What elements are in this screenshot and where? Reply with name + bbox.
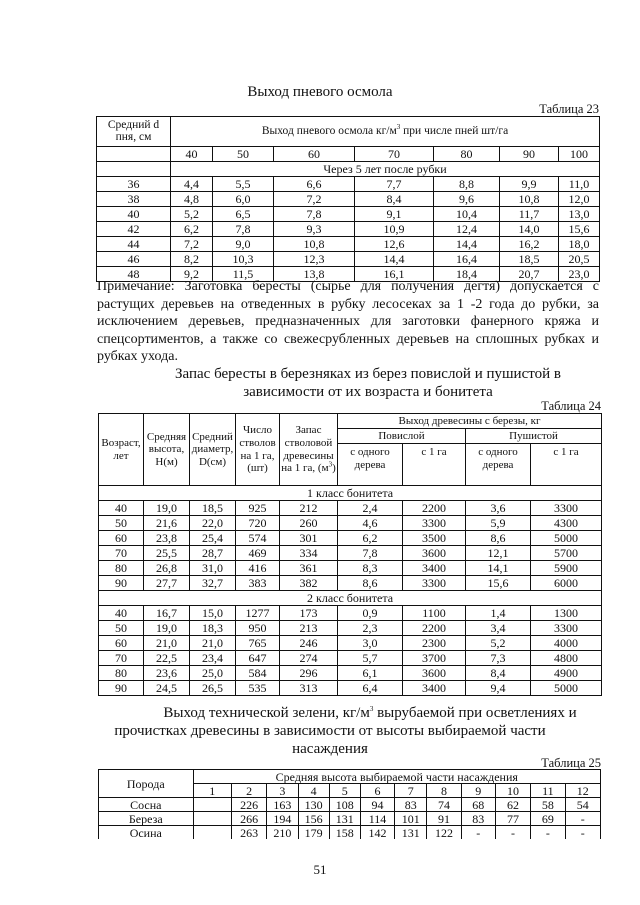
cell: 80 [99,561,144,576]
cell: 8,2 [171,252,213,267]
table-row [99,681,602,696]
cell: 584 [236,666,280,681]
table-row [97,252,600,267]
cell: 5,2 [466,636,531,651]
cell: 11,5 [213,267,274,282]
cell: 15,6 [559,222,600,237]
table-row [99,561,602,576]
cell: 54 [565,798,601,812]
cell: 20,7 [500,267,559,282]
table25-title-line1: Выход технической зелени, $кг/м^3$ вырубаемой при осветлениях и [163,705,577,721]
cell: 62 [495,798,530,812]
t25-height: 11 [531,784,565,798]
cell [193,798,231,812]
cell: 101 [395,812,427,826]
cell: 60 [99,636,144,651]
t23-count: 40 [171,147,213,162]
cell: 3600 [403,546,466,561]
t24-per-ha-header: с 1 га [531,444,602,486]
t23-empty [97,162,171,177]
table23-title: Выход пневого осмола [247,84,393,100]
cell: 24,5 [144,681,190,696]
cell: 2300 [403,636,466,651]
cell: 14,4 [434,237,500,252]
cell: 83 [461,812,495,826]
cell: 91 [427,812,461,826]
cell: 296 [280,666,338,681]
table-row [99,651,602,666]
cell: 18,5 [500,252,559,267]
cell: 18,0 [559,237,600,252]
cell: 6,2 [171,222,213,237]
cell: 226 [232,798,267,812]
note-line: спецсортиментов, а также со свежесрубленных деревьев на сплошных рубках и [97,331,599,347]
t24-age-header: Возраст, лет [99,414,144,486]
table-row [97,177,600,192]
table-row [97,207,600,222]
cell: 9,6 [434,192,500,207]
note-line: рубках ухода. [97,349,178,364]
note-line: растущих деревьев на отведенных в рубку лесосеках за 1 -2 года до рубки, за [97,296,599,312]
table-row [97,237,600,252]
cell: Осина [99,826,194,840]
cell: 12,0 [559,192,600,207]
cell: 60 [99,531,144,546]
cell: 21,0 [144,636,190,651]
cell: 40 [97,207,171,222]
t25-height: 3 [267,784,298,798]
cell: 14,4 [355,252,434,267]
cell: 0,9 [338,606,403,621]
cell: 6,2 [338,531,403,546]
t24-pubescens-header: Пушистой [466,429,602,444]
table23-label: Таблица 23 [539,102,599,116]
table-row [99,826,601,840]
cell: 7,8 [338,546,403,561]
cell: 142 [360,826,394,840]
cell: 38 [97,192,171,207]
cell: 21,6 [144,516,190,531]
cell: 16,2 [500,237,559,252]
cell: 50 [99,621,144,636]
t24-stems-header: Число стволов на 1 га, (шт) [236,414,280,486]
cell: 74 [427,798,461,812]
cell: 18,3 [190,621,236,636]
cell: 3300 [403,516,466,531]
cell: 23,4 [190,651,236,666]
cell: 3300 [531,501,602,516]
cell: 90 [99,681,144,696]
cell: 23,0 [559,267,600,282]
table-row [99,798,601,812]
cell: 15,6 [466,576,531,591]
cell: - [565,826,601,840]
cell: 32,7 [190,576,236,591]
table-row [99,531,602,546]
note-line: Примечание: Заготовка бересты (сырье для получения дегтя) допускается с [97,279,599,294]
cell: 3300 [531,621,602,636]
cell: 6000 [531,576,602,591]
cell: 16,1 [355,267,434,282]
cell: 28,7 [190,546,236,561]
cell: 21,0 [190,636,236,651]
t25-height: 7 [395,784,427,798]
t23-section: Через 5 лет после рубки [171,162,600,177]
table24-title-line1: Запас бересты в березняках из берез повислой и пушистой в [175,366,561,382]
cell: 6,4 [338,681,403,696]
t23-count: 90 [500,147,559,162]
cell: 131 [329,812,360,826]
cell: 25,0 [190,666,236,681]
cell: 26,8 [144,561,190,576]
table-row [97,192,600,207]
cell: 416 [236,561,280,576]
t24-per-tree-header: с одного дерева [338,444,403,486]
cell: 720 [236,516,280,531]
t23-col0-header: Средний d пня, см [97,117,171,147]
cell: 210 [267,826,298,840]
cell: 31,0 [190,561,236,576]
cell: 361 [280,561,338,576]
cell: 5,9 [466,516,531,531]
cell: 5900 [531,561,602,576]
cell: 2,4 [338,501,403,516]
cell: 130 [298,798,329,812]
table25 [98,769,601,839]
cell: 574 [236,531,280,546]
t24-pendula-header: Повислой [338,429,466,444]
cell: 4,6 [338,516,403,531]
cell: 535 [236,681,280,696]
cell: 7,3 [466,651,531,666]
cell: - [461,826,495,840]
table-row [99,546,602,561]
cell: 7,7 [355,177,434,192]
table25-label: Таблица 25 [541,756,601,770]
cell: 131 [395,826,427,840]
cell: 213 [280,621,338,636]
table24-title-line2: зависимости от их возраста и бонитета [243,384,493,400]
cell: 2200 [403,621,466,636]
cell: 10,9 [355,222,434,237]
cell: 8,4 [355,192,434,207]
t23-group-header: Выход пневого осмола $кг/м^3$ при числе пней шт/га [171,117,600,147]
cell: 50 [99,516,144,531]
cell: 19,0 [144,621,190,636]
cell: 25,5 [144,546,190,561]
cell: 13,8 [274,267,355,282]
cell: 13,0 [559,207,600,222]
cell: 44 [97,237,171,252]
cell: 4800 [531,651,602,666]
cell: 9,2 [171,267,213,282]
t24-per-ha-header: с 1 га [403,444,466,486]
cell: 70 [99,546,144,561]
table-row [99,666,602,681]
cell: 16,4 [434,252,500,267]
cell: 925 [236,501,280,516]
cell: 18,4 [434,267,500,282]
t24-stock-header: Запас стволовой древесины на 1 га, $(м^3)$ [280,414,338,486]
cell: Сосна [99,798,194,812]
cell: 8,8 [434,177,500,192]
cell: 22,5 [144,651,190,666]
cell: 14,1 [466,561,531,576]
cell: 4,8 [171,192,213,207]
cell: 246 [280,636,338,651]
cell: 263 [232,826,267,840]
t24-section-2: 2 класс бонитета [99,591,602,606]
cell: 90 [99,576,144,591]
cell: 382 [280,576,338,591]
cell: - [531,826,565,840]
page-number: 51 [313,862,327,877]
cell [193,812,231,826]
cell: 3,0 [338,636,403,651]
table24 [98,413,602,696]
cell: 156 [298,812,329,826]
cell: 10,8 [274,237,355,252]
cell: 5000 [531,531,602,546]
table-row [99,576,602,591]
note-line: исключением деревьев, предназначенных для заготовки фанерного кряжа и [97,314,599,329]
cell: 5,7 [338,651,403,666]
t23-count: 80 [434,147,500,162]
cell: 8,6 [338,576,403,591]
t25-height: 8 [427,784,461,798]
cell: 48 [97,267,171,282]
cell: 334 [280,546,338,561]
table-row [99,812,601,826]
cell: 5700 [531,546,602,561]
t23-count: 70 [355,147,434,162]
cell: 77 [495,812,530,826]
cell: 70 [99,651,144,666]
cell: 19,0 [144,501,190,516]
cell: 23,6 [144,666,190,681]
cell: 765 [236,636,280,651]
t25-height: 9 [461,784,495,798]
t24-height-header: Средняя высота, Н(м) [144,414,190,486]
cell: 8,3 [338,561,403,576]
cell: 4,4 [171,177,213,192]
cell: 3,4 [466,621,531,636]
cell: 469 [236,546,280,561]
t23-empty [97,147,171,162]
cell: 4300 [531,516,602,531]
t25-height: 2 [232,784,267,798]
t24-per-tree-header: с одного дерева [466,444,531,486]
cell: 383 [236,576,280,591]
cell: 12,4 [434,222,500,237]
table23 [96,116,600,282]
t25-height: 12 [565,784,601,798]
cell: 179 [298,826,329,840]
cell: 80 [99,666,144,681]
cell: 16,7 [144,606,190,621]
cell: 313 [280,681,338,696]
table24-label: Таблица 24 [541,399,601,413]
table-row [99,516,602,531]
cell: 12,3 [274,252,355,267]
cell: 3400 [403,681,466,696]
cell: 950 [236,621,280,636]
cell: 40 [99,501,144,516]
cell [193,826,231,840]
cell: 26,5 [190,681,236,696]
cell: 68 [461,798,495,812]
t24-section-1: 1 класс бонитета [99,486,602,501]
cell: 10,3 [213,252,274,267]
table25-title-line3: насаждения [292,741,368,757]
note-paragraph [97,278,599,366]
cell: 3400 [403,561,466,576]
cell: 1300 [531,606,602,621]
cell: 3,6 [466,501,531,516]
t25-height: 4 [298,784,329,798]
cell: 114 [360,812,394,826]
cell: 6,1 [338,666,403,681]
cell: 194 [267,812,298,826]
t25-height: 6 [360,784,394,798]
table25-title-line2: прочистках древесины в зависимости от высоты выбираемой части [114,723,546,739]
cell: 122 [427,826,461,840]
table-row [97,222,600,237]
cell: 9,0 [213,237,274,252]
cell: 9,1 [355,207,434,222]
cell: 22,0 [190,516,236,531]
cell: 6,5 [213,207,274,222]
cell: 12,1 [466,546,531,561]
cell: 260 [280,516,338,531]
cell: 5,5 [213,177,274,192]
table-row [99,606,602,621]
cell: 7,8 [213,222,274,237]
t23-count: 50 [213,147,274,162]
cell: 108 [329,798,360,812]
cell: 94 [360,798,394,812]
cell: 647 [236,651,280,666]
cell: 10,8 [500,192,559,207]
t25-height: 10 [495,784,530,798]
cell: 1,4 [466,606,531,621]
cell: 46 [97,252,171,267]
cell: 15,0 [190,606,236,621]
cell: - [495,826,530,840]
table-row [99,636,602,651]
cell: 14,0 [500,222,559,237]
t25-height: 1 [193,784,231,798]
cell: 36 [97,177,171,192]
cell: 3700 [403,651,466,666]
cell: 23,8 [144,531,190,546]
cell: 5,2 [171,207,213,222]
cell: 40 [99,606,144,621]
cell: 58 [531,798,565,812]
cell: 20,5 [559,252,600,267]
cell: 2200 [403,501,466,516]
cell: 69 [531,812,565,826]
cell: 3300 [403,576,466,591]
t23-count: 100 [559,147,600,162]
cell: 12,6 [355,237,434,252]
cell: 7,2 [274,192,355,207]
cell: 42 [97,222,171,237]
cell: 8,4 [466,666,531,681]
cell: 301 [280,531,338,546]
cell: 10,4 [434,207,500,222]
cell: 212 [280,501,338,516]
cell: 6,0 [213,192,274,207]
cell: 7,2 [171,237,213,252]
cell: 266 [232,812,267,826]
cell: 1277 [236,606,280,621]
t24-yield-group-header: Выход древесины с березы, кг [338,414,602,429]
cell: 11,0 [559,177,600,192]
t25-group-header: Средняя высота выбираемой части насаждения [193,770,600,784]
cell: - [565,812,601,826]
cell: 9,3 [274,222,355,237]
cell: 274 [280,651,338,666]
cell: 2,3 [338,621,403,636]
cell: 6,6 [274,177,355,192]
cell: 1100 [403,606,466,621]
cell: 4900 [531,666,602,681]
cell: 8,6 [466,531,531,546]
t23-count: 60 [274,147,355,162]
cell: Береза [99,812,194,826]
cell: 7,8 [274,207,355,222]
cell: 83 [395,798,427,812]
cell: 18,5 [190,501,236,516]
cell: 9,9 [500,177,559,192]
t25-height: 5 [329,784,360,798]
t25-species-header: Порода [99,770,194,798]
cell: 5000 [531,681,602,696]
cell: 3600 [403,666,466,681]
cell: 25,4 [190,531,236,546]
cell: 27,7 [144,576,190,591]
cell: 9,4 [466,681,531,696]
table-row [99,501,602,516]
cell: 11,7 [500,207,559,222]
cell: 4000 [531,636,602,651]
cell: 3500 [403,531,466,546]
cell: 163 [267,798,298,812]
table-row [99,621,602,636]
cell: 158 [329,826,360,840]
cell: 173 [280,606,338,621]
t24-diameter-header: Средний диаметр, D(см) [190,414,236,486]
